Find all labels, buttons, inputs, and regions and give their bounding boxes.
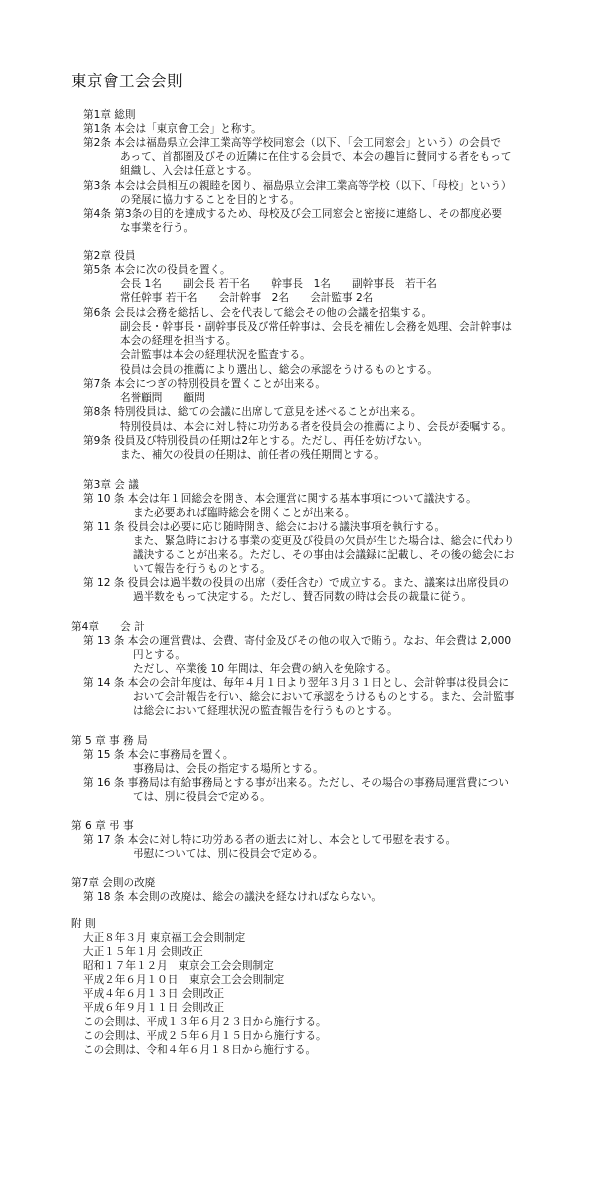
article-continuation: 事務局は、会長の指定する場所とする。 [133,763,324,775]
article-line: 第4条 第3条の目的を達成するため、母校及び会工同窓会と密接に連絡し、その都度必要 [83,208,502,220]
article-line: 第 15 条 本会に事務局を置く。 [83,749,234,761]
article-line: 第 14 条 本会の会計年度は、毎年４月１日より翌年３月３１日とし、会計幹事は役員会に [83,677,510,689]
article-line: 第8条 特別役員は、総ての会議に出席して意見を述べることが出来る。 [83,406,422,418]
article-line: 第9条 役員及び特別役員の任期は2年とする。ただし、再任を妨げない。 [83,435,429,447]
article-line: 第1条 本会は「東京會工会」と称す。 [83,123,262,135]
article-continuation: 役員は会員の推薦により選出し、総会の承認をうけるものとする。 [120,364,438,376]
chapter-heading: 第 5 章 事 務 局 [71,735,148,747]
article-line: 第 18 条 本会則の改廃は、総会の議決を経なければならない。 [83,891,383,903]
history-item: この会則は、令和４年６月１８日から施行する。 [83,1044,317,1056]
history-item: 昭和１７年１２月 東京会工会会則制定 [83,960,274,972]
article-continuation: は総会において経理状況の監査報告を行うものとする。 [133,705,398,717]
officer-list: 会長 1名 副会長 若干名 幹事長 1名 副幹事長 若干名 [120,278,437,290]
history-item: 平成４年６月１３日 会則改正 [83,988,225,1000]
article-continuation: 議決することが出来る。ただし、その事由は会議録に記載し、その後の総会にお [133,549,515,561]
article-continuation: な事業を行う。 [120,222,195,234]
article-continuation: 特別役員は、本会に対し特に功労ある者を役員会の推薦により、会長が委嘱する。 [120,421,512,433]
article-line: 第 13 条 本会の運営費は、会費、寄付金及びその他の収入で賄う。なお、年会費は 2,000 [83,635,512,647]
supplementary-heading: 附 則 [71,918,96,930]
chapter-heading: 第7章 会則の改廃 [71,877,156,889]
article-continuation: 円とする。 [133,649,186,661]
article-continuation: いて報告を行うものとする。 [133,563,271,575]
chapter-heading: 第4章 会 計 [71,621,145,633]
history-item: 平成２年６月１０日 東京会工会会則制定 [83,974,285,986]
article-continuation: ては、別に役員会で定める。 [133,791,271,803]
document-title: 東京會工会会則 [71,72,184,90]
article-continuation: 会計監事は本会の経理状況を監査する。 [120,349,311,361]
article-line: 第 12 条 役員会は過半数の役員の出席（委任含む）で成立する。また、議案は出席役員の [83,577,510,589]
article-line: 第6条 会長は会務を総括し、会を代表して総会その他の会議を招集する。 [83,307,433,319]
article-continuation: 名誉顧問 顧問 [120,392,205,404]
article-continuation: また必要あれば臨時総会を開くことが出来る。 [133,507,356,519]
history-item: この会則は、平成２５年６月１５日から施行する。 [83,1030,327,1042]
article-continuation: 組織し、入会は任意とする。 [120,165,258,177]
chapter-heading: 第3章 会 議 [83,479,139,491]
chapter-heading: 第 6 章 弔 事 [71,820,134,832]
article-line: 第 17 条 本会に対し特に功労ある者の逝去に対し、本会として弔慰を表する。 [83,834,457,846]
article-continuation: また、補欠の役員の任期は、前任者の残任期間とする。 [120,449,385,461]
article-line: 第7条 本会につぎの特別役員を置くことが出来る。 [83,378,326,390]
article-line: 第 16 条 事務局は有給事務局とする事が出来る。ただし、その場合の事務局運営費につい [83,777,509,789]
history-item: 大正１５年１月 会則改正 [83,946,203,958]
article-continuation: また、緊急時における事業の変更及び役員の欠員が生じた場合は、総会に代わり [133,535,515,547]
chapter-heading: 第2章 役員 [83,250,136,262]
article-line: 第3条 本会は会員相互の親睦を図り、福島県立会津工業高等学校（以下、「母校」という） [83,180,512,192]
history-item: 大正８年３月 東京福工会会則制定 [83,932,246,944]
article-continuation: ただし、卒業後 10 年間は、年会費の納入を免除する。 [133,663,397,675]
article-continuation: おいて会計報告を行い、総会において承認をうけるものとする。また、会計監事 [133,691,515,703]
article-continuation: 副会長・幹事長・副幹事長及び常任幹事は、会長を補佐し会務を処理、会計幹事は [120,321,512,333]
article-line: 第5条 本会に次の役員を置く。 [83,264,231,276]
article-continuation: の発展に協力することを目的とする。 [120,194,301,206]
history-item: この会則は、平成１３年６月２３日から施行する。 [83,1016,327,1028]
history-item: 平成６年９月１１日 会則改正 [83,1002,225,1014]
officer-list: 常任幹事 若干名 会計幹事 2名 会計監事 2名 [120,292,374,304]
article-continuation: 過半数をもって決定する。ただし、賛否同数の時は会長の裁量に従う。 [133,591,472,603]
article-line: 第2条 本会は福島県立会津工業高等学校同窓会（以下、「会工同窓会」という）の会員で [83,137,501,149]
article-line: 第 10 条 本会は年１回総会を開き、本会運営に関する基本事項について議決する。 [83,493,477,505]
chapter-heading: 第1章 総則 [83,109,136,121]
article-line: 第 11 条 役員会は必要に応じ随時開き、総会における議決事項を執行する。 [83,521,446,533]
article-continuation: 弔慰については、別に役員会で定める。 [133,848,324,860]
article-continuation: あって、首都圏及びその近隣に在住する会員で、本会の趣旨に賛同する者をもって [120,151,512,163]
article-continuation: 本会の経理を担当する。 [120,335,237,347]
